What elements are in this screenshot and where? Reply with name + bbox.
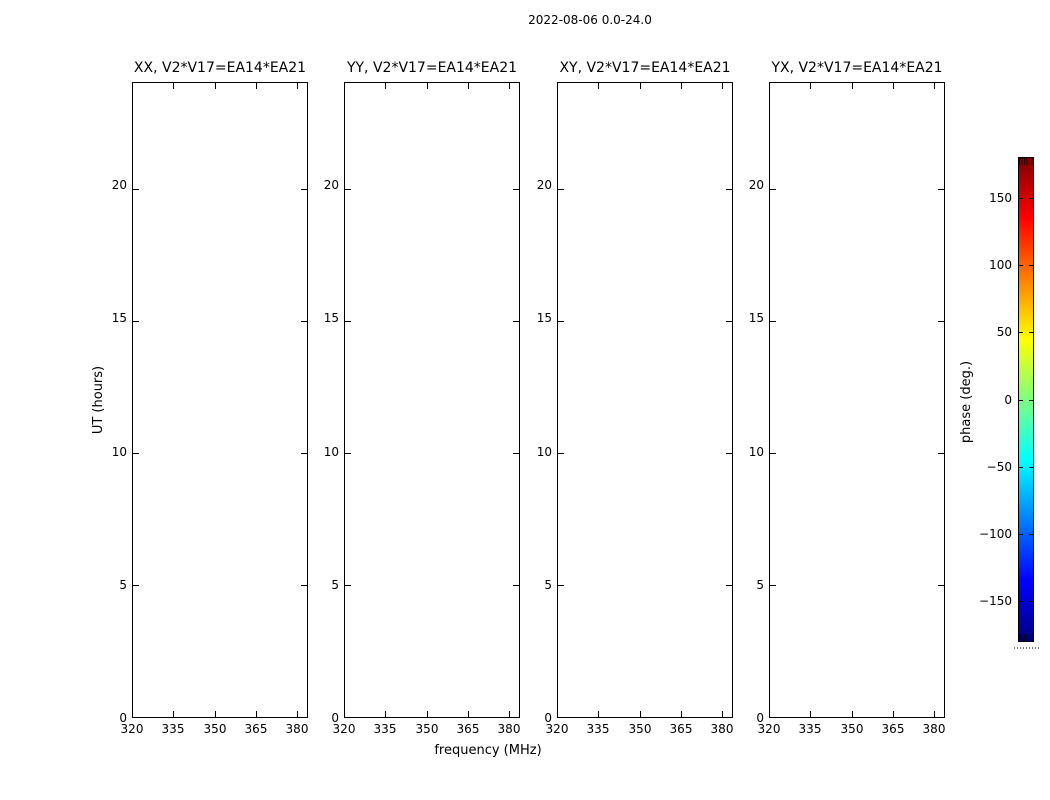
x-tick-label: 320 [757,722,781,736]
y-tick-label: 5 [756,578,764,592]
y-tick-label: 20 [323,178,339,192]
x-tick-label: 365 [244,722,268,736]
x-tick-label: 320 [545,722,569,736]
colorbar [1018,157,1034,642]
x-tick-label: 320 [120,722,144,736]
x-tick-label: 350 [415,722,439,736]
subplot-xx-title: XX, V2*V17=EA14*EA21 [133,60,307,76]
x-tick-label: 350 [840,722,864,736]
x-tick-label: 380 [710,722,734,736]
x-tick-label: 380 [285,722,309,736]
y-tick-label: 15 [748,311,764,325]
y-tick-label: 10 [111,445,127,459]
y-tick-label: 15 [111,311,127,325]
y-axis-label: UT (hours) [91,365,106,435]
subplot-yx-plot-area [769,82,945,718]
subplot-xy-plot-area [557,82,733,718]
y-tick-label: 0 [544,711,552,725]
x-tick-label: 335 [586,722,610,736]
colorbar-tick-label: 50 [996,325,1012,339]
y-tick-label: 0 [331,711,339,725]
x-tick-label: 365 [456,722,480,736]
x-axis-label: frequency (MHz) [434,743,542,758]
subplot-yx-title: YX, V2*V17=EA14*EA21 [771,60,943,76]
y-tick-label: 15 [323,311,339,325]
x-tick-label: 350 [628,722,652,736]
colorbar-tick-label: −50 [986,460,1012,474]
y-tick-label: 10 [536,445,552,459]
subplot-xy-title: XY, V2*V17=EA14*EA21 [559,60,731,76]
subplot-yy-title: YY, V2*V17=EA14*EA21 [346,60,518,76]
x-tick-label: 335 [373,722,397,736]
y-tick-label: 5 [544,578,552,592]
y-tick-label: 20 [111,178,127,192]
y-tick-label: 0 [119,711,127,725]
x-tick-label: 335 [161,722,185,736]
x-tick-label: 335 [798,722,822,736]
colorbar-tick-label: 0 [1004,393,1012,407]
subplot-yy-plot-area [344,82,520,718]
x-tick-label: 380 [497,722,521,736]
y-tick-label: 20 [748,178,764,192]
colorbar-tick-label: −150 [979,594,1012,608]
x-tick-label: 380 [922,722,946,736]
colorbar-tick-label: 150 [989,191,1012,205]
x-tick-label: 365 [881,722,905,736]
y-tick-label: 5 [119,578,127,592]
y-tick-label: 15 [536,311,552,325]
colorbar-label: phase (deg.) [959,360,974,444]
colorbar-tick-label: 100 [989,258,1012,272]
y-tick-label: 10 [323,445,339,459]
colorbar-dotted-edge [1014,647,1040,649]
y-tick-label: 5 [331,578,339,592]
x-tick-label: 320 [332,722,356,736]
colorbar-tick-label: −100 [979,527,1012,541]
y-tick-label: 20 [536,178,552,192]
figure-title: 2022-08-06 0.0-24.0 [528,13,652,27]
x-tick-label: 365 [669,722,693,736]
x-tick-label: 350 [203,722,227,736]
subplot-xx-plot-area [132,82,308,718]
y-tick-label: 10 [748,445,764,459]
colorbar-ticks [1019,158,1033,641]
y-tick-label: 0 [756,711,764,725]
